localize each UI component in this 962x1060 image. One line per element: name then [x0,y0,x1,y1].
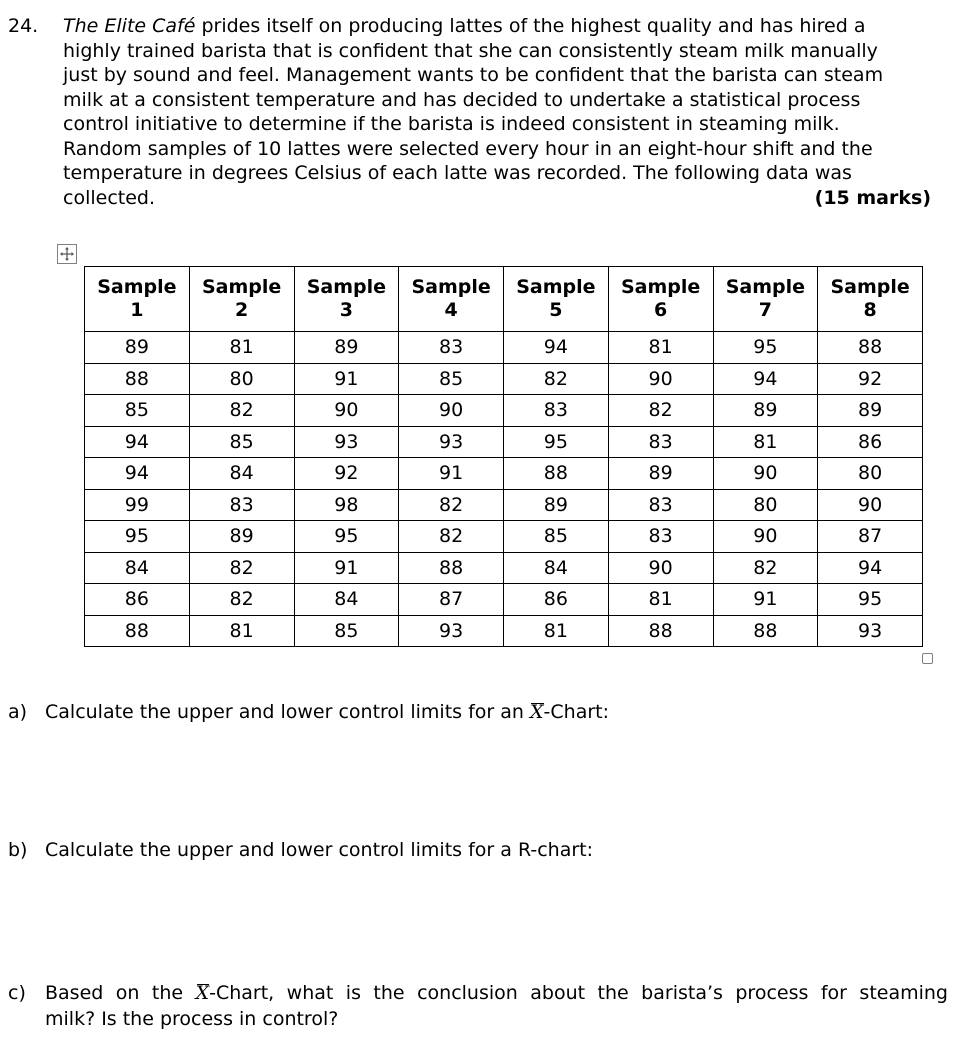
table-cell: 81 [189,615,294,647]
table-cell: 95 [294,521,399,553]
table-cell: 90 [399,395,504,427]
table-cell: 81 [504,615,609,647]
table-cell: 99 [85,489,190,521]
table-cell: 90 [818,489,923,521]
table-cell: 82 [189,552,294,584]
table-cell: 81 [713,426,818,458]
table-cell: 94 [713,363,818,395]
table-cell: 80 [818,458,923,490]
part-a-text: Calculate the upper and lower control limits for an [45,701,530,723]
table-row [85,521,923,553]
cafe-name: The Elite Café [63,15,196,37]
table-cell: 93 [399,615,504,647]
table-cell: 82 [713,552,818,584]
table-cell: 85 [85,395,190,427]
table-row [85,489,923,521]
column-header-number: 3 [339,299,353,321]
table-cell: 95 [818,584,923,616]
table-cell: 94 [504,332,609,364]
table-cell: 98 [294,489,399,521]
table-cell: 84 [85,552,190,584]
column-header-number: 1 [130,299,144,321]
column-header-word: Sample [516,276,596,298]
table-row [85,615,923,647]
part-b [8,837,593,863]
part-a-label: a) [8,701,28,723]
table-row [85,584,923,616]
table-resize-handle[interactable] [922,653,933,664]
column-header-sample-1 [85,267,190,332]
part-c-line-2: milk? Is the process in control? [45,1008,339,1030]
part-b-label: b) [8,839,28,861]
table-cell: 95 [713,332,818,364]
table-cell: 83 [399,332,504,364]
table-cell: 94 [85,426,190,458]
table-cell: 87 [399,584,504,616]
table-cell: 90 [608,552,713,584]
data-table [84,266,923,647]
stem-line-8: collected. [63,186,156,209]
marks-label: (15 marks) [814,186,931,209]
column-header-sample-5 [504,267,609,332]
column-header-word: Sample [830,276,910,298]
stem-line-4: milk at a consistent temperature and has decided to undertake a statistical process [63,88,861,111]
table-cell: 88 [85,363,190,395]
table-cell: 88 [713,615,818,647]
column-header-sample-4 [399,267,504,332]
table-cell: 81 [608,584,713,616]
header-row [85,267,923,332]
table-cell: 94 [818,552,923,584]
table-cell: 92 [294,458,399,490]
table-cell: 84 [189,458,294,490]
part-b-text: Calculate the upper and lower control limits for a R-chart: [45,839,594,861]
column-header-sample-2 [189,267,294,332]
column-header-word: Sample [97,276,177,298]
column-header-number: 8 [863,299,877,321]
table-cell: 89 [504,489,609,521]
table-cell: 93 [399,426,504,458]
table-cell: 90 [608,363,713,395]
table-cell: 91 [713,584,818,616]
table-cell: 91 [294,552,399,584]
table-cell: 81 [189,332,294,364]
part-c-suffix: -Chart, what is the conclusion about the barista’s process for steaming [209,982,948,1004]
column-header-sample-7 [713,267,818,332]
table-cell: 89 [189,521,294,553]
move-icon [60,247,74,261]
table-cell: 88 [399,552,504,584]
table-cell: 84 [504,552,609,584]
table-move-handle[interactable] [57,244,77,264]
question-number: 24. [8,15,39,37]
column-header-number: 4 [444,299,458,321]
table-cell: 95 [85,521,190,553]
table-cell: 87 [818,521,923,553]
table-cell: 91 [294,363,399,395]
part-c-prefix: Based on the [45,982,196,1004]
column-header-number: 6 [654,299,668,321]
column-header-word: Sample [201,276,282,298]
column-header-word: Sample [725,276,806,298]
table-cell: 82 [399,489,504,521]
table-cell: 90 [713,458,818,490]
table-row [85,426,923,458]
part-c [8,980,948,1032]
table-cell: 92 [818,363,923,395]
column-header-sample-8 [818,267,923,332]
part-a [8,699,609,725]
column-header-number: 2 [235,299,249,321]
table-cell: 86 [818,426,923,458]
table-cell: 90 [294,395,399,427]
stem-line-1 [63,14,931,39]
table-cell: 83 [504,395,609,427]
table-cell: 93 [818,615,923,647]
column-header-word: Sample [411,276,491,298]
stem-line-7: temperature in degrees Celsius of each latte was recorded. The following data was [63,162,852,184]
table-cell: 81 [608,332,713,364]
table-cell: 82 [504,363,609,395]
table-cell: 95 [504,426,609,458]
column-header-number: 5 [549,299,563,321]
table-cell: 82 [399,521,504,553]
table-cell: 85 [294,615,399,647]
table-cell: 94 [85,458,190,490]
xbar-symbol: X [195,982,210,1004]
xbar-symbol: X [530,701,544,723]
table-cell: 82 [189,395,294,427]
table-cell: 83 [608,521,713,553]
question-stem [63,14,931,210]
table-row [85,332,923,364]
table-cell: 83 [608,489,713,521]
table-row [85,363,923,395]
part-c-label: c) [8,982,26,1004]
table-cell: 83 [608,426,713,458]
table-cell: 88 [85,615,190,647]
table-cell: 90 [713,521,818,553]
column-header-number: 7 [758,299,772,321]
table-cell: 88 [504,458,609,490]
table-cell: 93 [294,426,399,458]
part-a-suffix: -Chart: [543,701,610,723]
part-c-line-1 [8,980,948,1006]
stem-last-line [63,186,931,211]
table-cell: 86 [504,584,609,616]
stem-line-5: control initiative to determine if the barista is indeed consistent in steaming milk. [63,113,840,135]
table-cell: 88 [818,332,923,364]
stem-line-6: Random samples of 10 lattes were selected every hour in an eight-hour shift and the [63,137,873,160]
table-row [85,395,923,427]
table-cell: 89 [818,395,923,427]
table-cell: 83 [189,489,294,521]
table-cell: 86 [85,584,190,616]
table-body [85,332,923,647]
table-cell: 85 [399,363,504,395]
table-cell: 88 [608,615,713,647]
column-header-word: Sample [306,276,387,298]
stem-line-3: just by sound and feel. Management wants to be confident that the barista can steam [63,64,884,86]
table-cell: 89 [608,458,713,490]
table-cell: 82 [189,584,294,616]
table-cell: 85 [504,521,609,553]
table-cell: 91 [399,458,504,490]
table-cell: 80 [189,363,294,395]
table-row [85,458,923,490]
stem-line-1-text: prides itself on producing lattes of the highest quality and has hired a [195,15,866,37]
table-cell: 89 [294,332,399,364]
column-header-sample-3 [294,267,399,332]
column-header-word: Sample [620,276,701,298]
table-cell: 80 [713,489,818,521]
table-cell: 89 [713,395,818,427]
table-cell: 84 [294,584,399,616]
table-cell: 82 [608,395,713,427]
table-cell: 89 [85,332,190,364]
table-row [85,552,923,584]
part-c-text [45,980,948,1006]
table-cell: 85 [189,426,294,458]
column-header-sample-6 [608,267,713,332]
stem-line-2: highly trained barista that is confident that she can consistently steam milk manually [63,39,878,62]
